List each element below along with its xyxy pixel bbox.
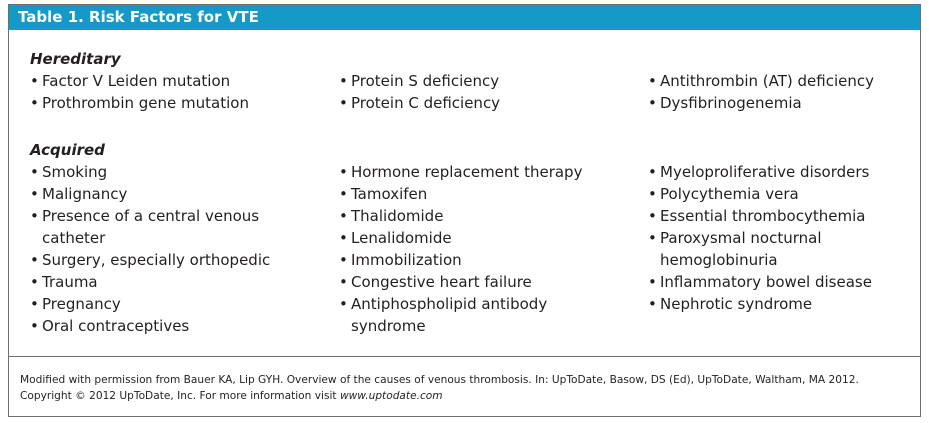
hereditary-column-3 bbox=[648, 70, 908, 114]
list-item: • Nephrotic syndrome bbox=[648, 293, 910, 315]
list-item: • Trauma bbox=[30, 271, 330, 293]
list-item: • Factor V Leiden mutation bbox=[30, 70, 330, 92]
list-item: • Protein S deficiency bbox=[339, 70, 639, 92]
list-item: • Polycythemia vera bbox=[648, 183, 910, 205]
list-item: • Antiphospholipid antibody syndrome bbox=[339, 293, 639, 337]
hereditary-heading: Hereditary bbox=[30, 50, 121, 68]
list-item: • Presence of a central venous catheter bbox=[30, 205, 330, 249]
list-item: • Prothrombin gene mutation bbox=[30, 92, 330, 114]
footnote-text: Modified with permission from Bauer KA, Lip GYH. Overview of the causes of venous thrombosis. In: UpToDate, Basow, DS (Ed), UpToDate, Waltham, MA 2012. Copyright © 2012 UpToDate, Inc. For more information visit bbox=[20, 374, 859, 402]
list-item: • Tamoxifen bbox=[339, 183, 639, 205]
list-item: • Thalidomide bbox=[339, 205, 639, 227]
list-item: • Paroxysmal nocturnal hemoglobinuria bbox=[648, 227, 910, 271]
list-item: • Smoking bbox=[30, 161, 330, 183]
hereditary-column-2 bbox=[339, 70, 639, 114]
footnote-divider bbox=[9, 356, 920, 357]
list-item: • Surgery, especially orthopedic bbox=[30, 249, 330, 271]
table-title: Table 1. Risk Factors for VTE bbox=[9, 5, 920, 30]
hereditary-column-1 bbox=[30, 70, 330, 114]
footnote bbox=[20, 372, 910, 404]
risk-factors-table bbox=[8, 4, 921, 417]
list-item: • Antithrombin (AT) deficiency bbox=[648, 70, 908, 92]
acquired-column-2 bbox=[339, 161, 639, 337]
list-item: • Myeloproliferative disorders bbox=[648, 161, 910, 183]
list-item: • Pregnancy bbox=[30, 293, 330, 315]
acquired-column-1 bbox=[30, 161, 330, 337]
list-item: • Immobilization bbox=[339, 249, 639, 271]
list-item: • Inflammatory bowel disease bbox=[648, 271, 910, 293]
list-item: • Protein C deficiency bbox=[339, 92, 639, 114]
list-item: • Essential thrombocythemia bbox=[648, 205, 910, 227]
acquired-heading: Acquired bbox=[30, 141, 105, 159]
list-item: • Lenalidomide bbox=[339, 227, 639, 249]
list-item: • Oral contraceptives bbox=[30, 315, 330, 337]
acquired-column-3 bbox=[648, 161, 910, 315]
list-item: • Malignancy bbox=[30, 183, 330, 205]
list-item: • Hormone replacement therapy bbox=[339, 161, 639, 183]
footnote-link[interactable]: www.uptodate.com bbox=[339, 390, 443, 402]
list-item: • Congestive heart failure bbox=[339, 271, 639, 293]
list-item: • Dysfibrinogenemia bbox=[648, 92, 908, 114]
